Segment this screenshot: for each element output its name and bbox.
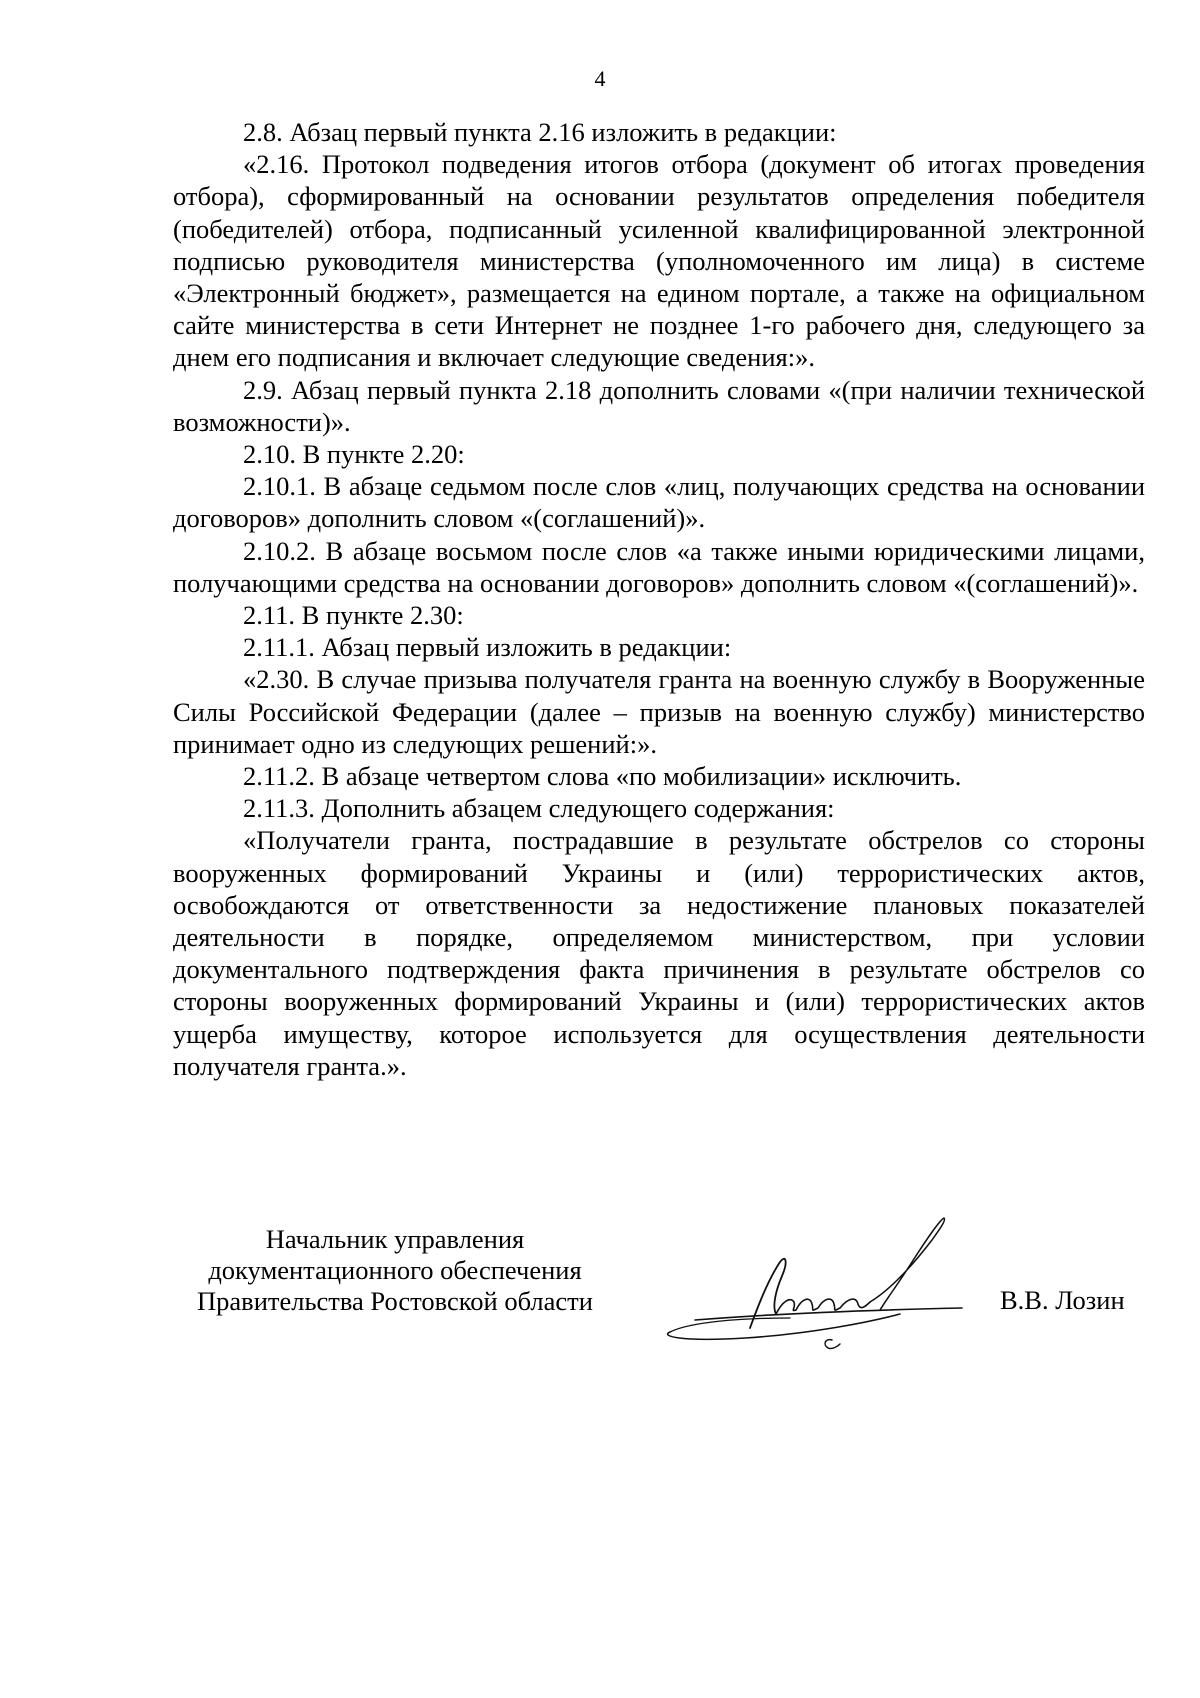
paragraph-2-10-1: 2.10.1. В абзаце седьмом после слов «лиц, получающих средства на основании договоров» дополнить словом «(соглашений)». xyxy=(173,471,1145,534)
paragraph-2-11: 2.11. В пункте 2.30: xyxy=(243,600,464,631)
paragraph-2-16-text: «2.16. Протокол подведения итогов отбора (документ об итогах проведения отбора), сформированный на основании результатов определения победителя (победителей) отбора, подписанный усиленной квалифицированной электронной подписью руководителя министерства (уполномоченного им лица) в системе «Электронный бюджет», размещается на едином портале, а также на официальном сайте министерства в сети Интернет не позднее 1-го рабочего дня, следующего за днем его подписания и включает следующие сведения:». xyxy=(173,149,1145,373)
signer-title-line: документационного обеспечения xyxy=(208,1255,582,1285)
signer-title-line: Начальник управления xyxy=(265,1224,525,1254)
signer-name: В.В. Лозин xyxy=(1000,1285,1125,1315)
paragraph-2-9: 2.9. Абзац первый пункта 2.18 дополнить словами «(при наличии технической возможности)». xyxy=(173,374,1145,437)
paragraph-2-11-1: 2.11.1. Абзац первый изложить в редакции: xyxy=(243,632,732,663)
paragraph-2-11-3: 2.11.3. Дополнить абзацем следующего содержания: xyxy=(243,793,835,824)
signer-title-line: Правительства Ростовской области xyxy=(197,1286,593,1316)
paragraph-2-10: 2.10. В пункте 2.20: xyxy=(243,439,465,470)
paragraph-new-abzac: «Получатели гранта, пострадавшие в результате обстрелов со стороны вооруженных формирований Украины и (или) террористических актов, освобождаются от ответственности за недостижение плановых показателей деятельности в порядке, определяемом министерством, при условии документального подтверждения факта причинения в результате обстрелов со стороны вооруженных формирований Украины и (или) террористических актов ущерба имуществу, которое используется для осуществления деятельности получателя гранта.». xyxy=(173,825,1145,1081)
signer-title xyxy=(150,1224,640,1317)
page-number: 4 xyxy=(594,66,606,91)
signature-block xyxy=(0,1210,1200,1370)
paragraph-2-8: 2.8. Абзац первый пункта 2.16 изложить в редакции: xyxy=(243,117,837,147)
paragraph-2-30-text: «2.30. В случае призыва получателя гранта на военную службу в Вооруженные Силы Российской Федерации (далее – призыв на военную службу) министерство принимает одно из следующих решений:». xyxy=(173,664,1145,759)
document-body xyxy=(173,116,1145,1082)
paragraph-2-10-2: 2.10.2. В абзаце восьмом после слов «а также иными юридическими лицами, получающими средства на основании договоров» дополнить словом «(соглашений)». xyxy=(173,535,1145,598)
paragraph-2-11-2: 2.11.2. В абзаце четвертом слова «по мобилизации» исключить. xyxy=(243,761,962,792)
handwritten-signature-icon xyxy=(650,1210,980,1360)
